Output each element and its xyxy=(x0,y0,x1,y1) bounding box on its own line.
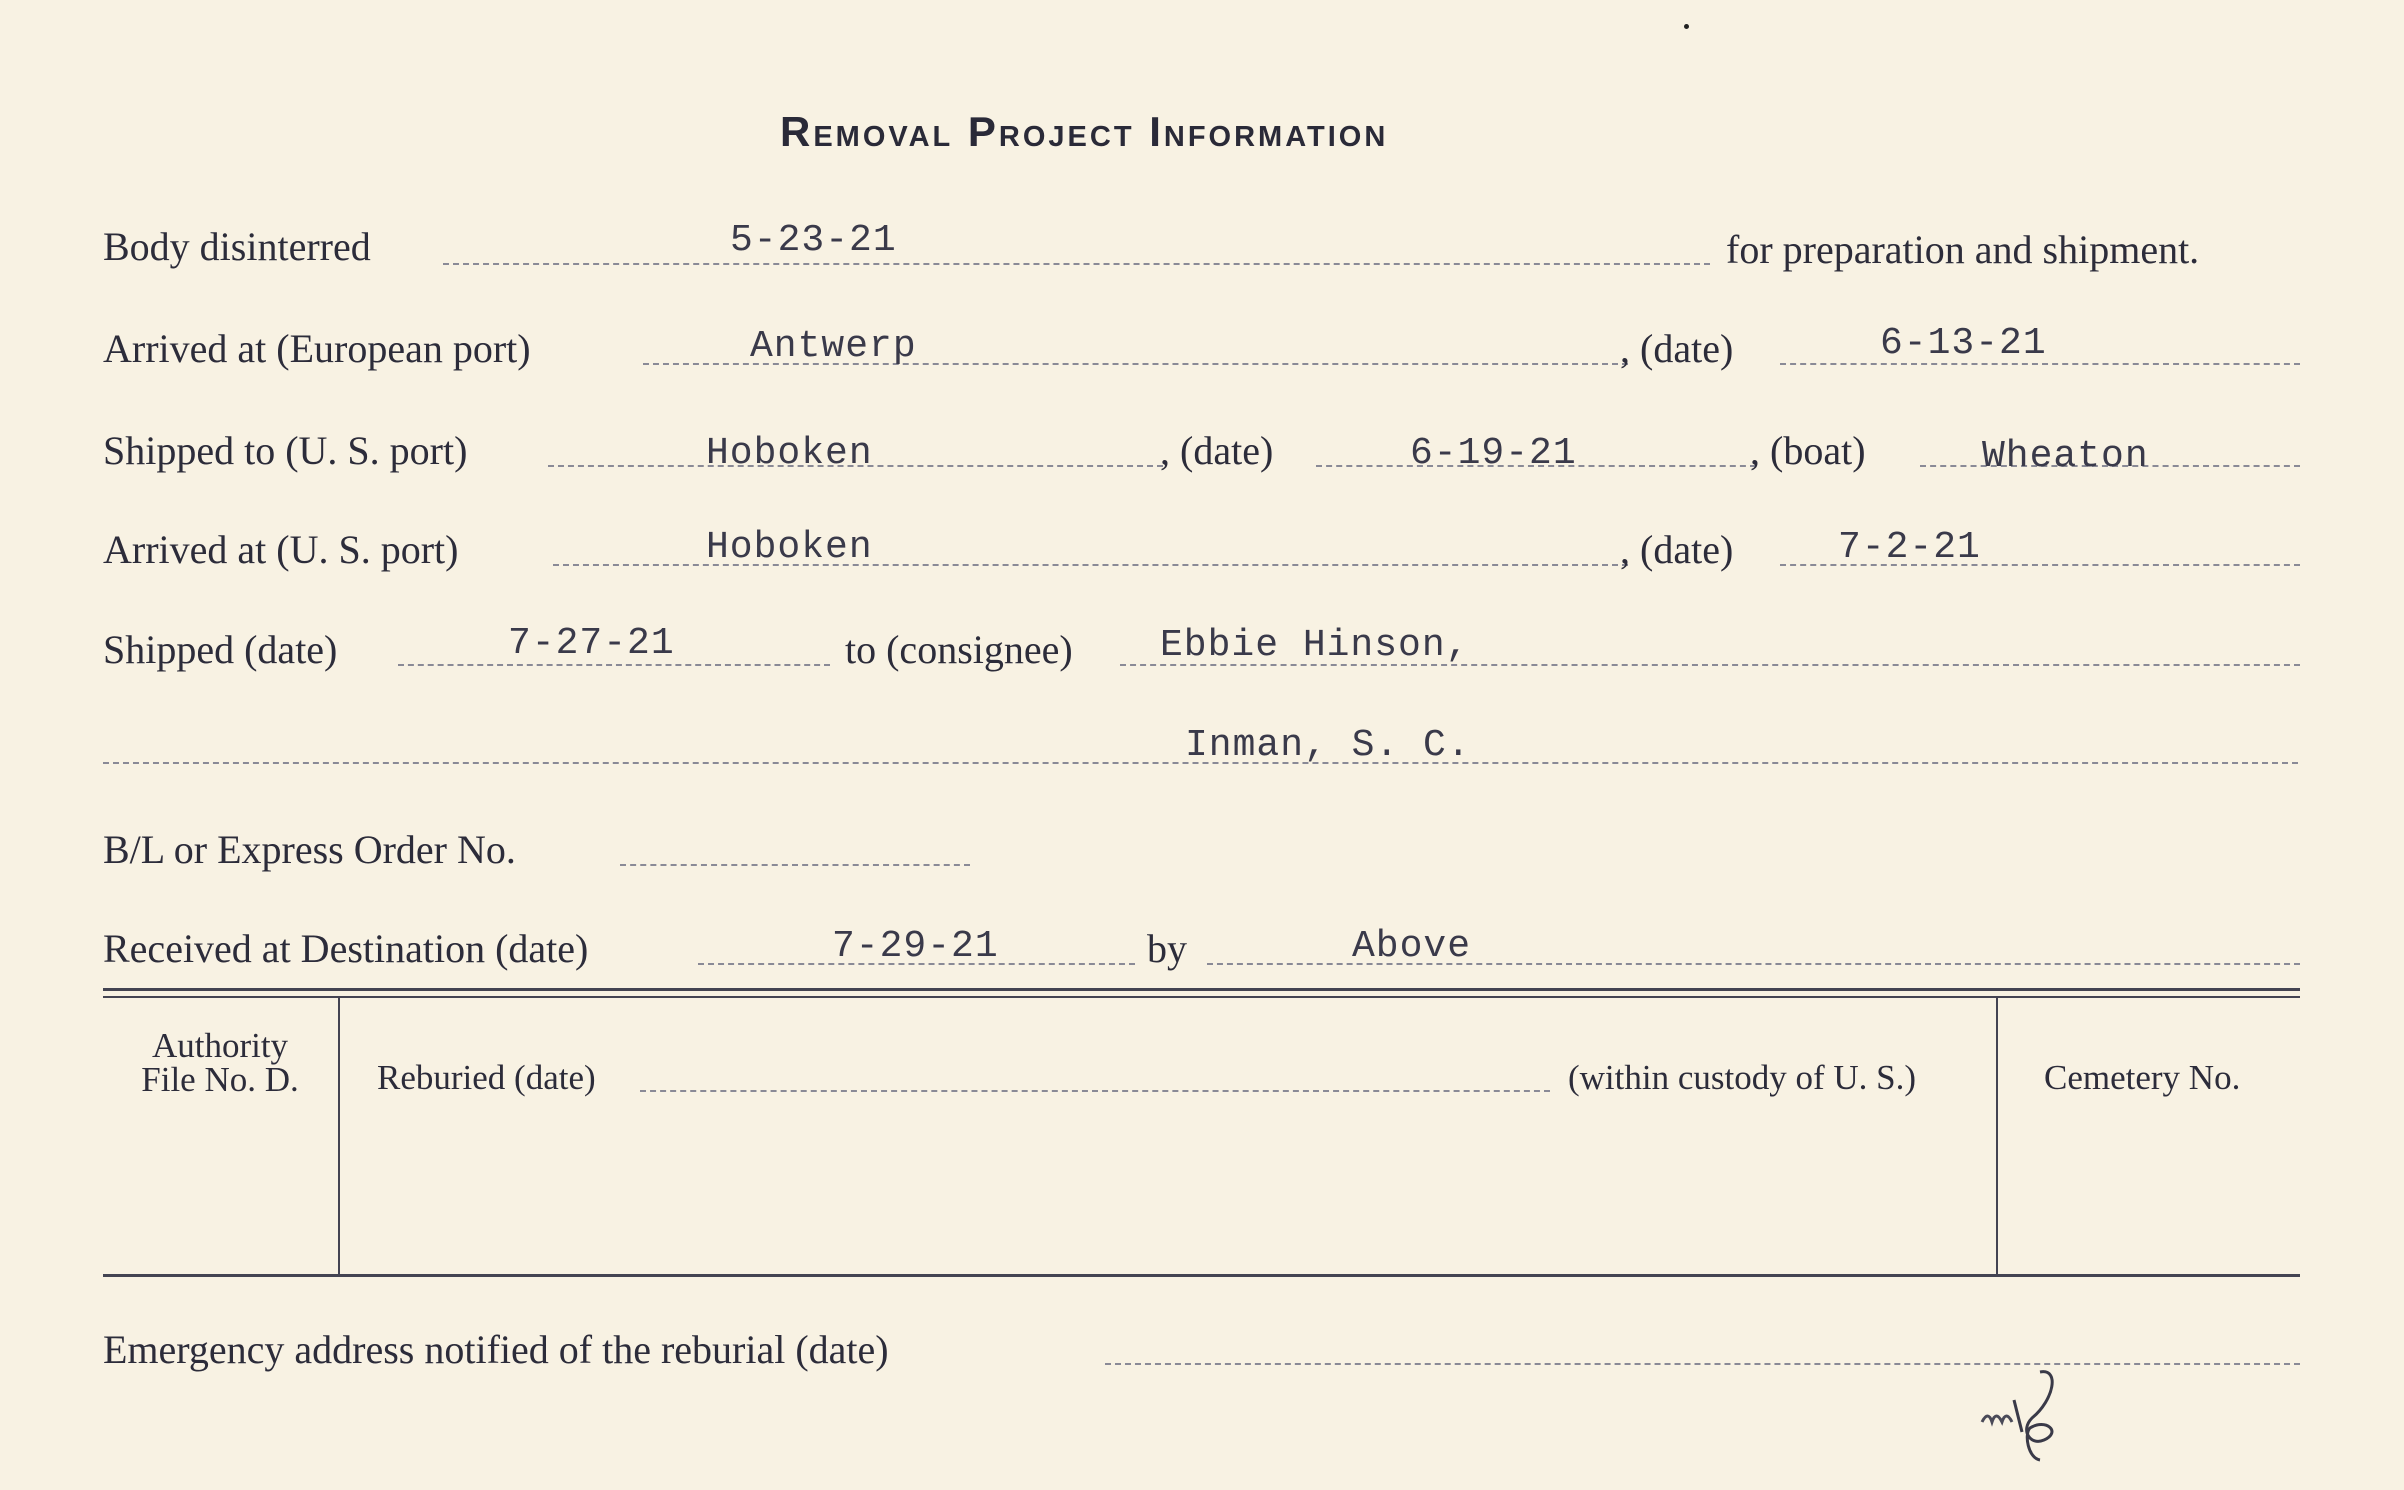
arrived-us-label: Arrived at (U. S. port) xyxy=(103,527,459,572)
consignee-name: Ebbie Hinson, xyxy=(1160,624,1470,667)
shipped-us-date-label: , (date) xyxy=(1160,428,1274,473)
received-date: 7-29-21 xyxy=(832,925,999,968)
shipped-date-label: Shipped (date) xyxy=(103,627,338,672)
body-disinterred-line xyxy=(443,263,1710,265)
emergency-label: Emergency address notified of the reburial (date) xyxy=(103,1327,889,1372)
received-by-label: by xyxy=(1147,926,1187,971)
authority-label-2: File No. D. xyxy=(141,1060,299,1099)
preparation-shipment-text: for preparation and shipment. xyxy=(1726,227,2200,272)
emergency-line xyxy=(1105,1363,2300,1365)
cemetery-label: Cemetery No. xyxy=(2044,1058,2241,1097)
shipped-us-boat: Wheaton xyxy=(1982,435,2149,478)
box-divider-left xyxy=(338,998,340,1274)
speck-dot xyxy=(1684,24,1689,29)
shipped-us-boat-label: , (boat) xyxy=(1750,428,1866,473)
shipped-us-date: 6-19-21 xyxy=(1410,432,1577,475)
body-disinterred-date: 5-23-21 xyxy=(730,219,897,262)
received-label: Received at Destination (date) xyxy=(103,926,589,971)
initials-signature xyxy=(1970,1360,2090,1470)
shipped-us-label: Shipped to (U. S. port) xyxy=(103,428,468,473)
custody-label: (within custody of U. S.) xyxy=(1568,1058,1917,1097)
box-top-rule xyxy=(103,988,2300,991)
received-by: Above xyxy=(1352,925,1472,968)
reburied-line xyxy=(640,1090,1550,1092)
page-title: Removal Project Information xyxy=(780,108,1389,155)
consignee-label: to (consignee) xyxy=(845,627,1073,672)
shipped-us-port: Hoboken xyxy=(706,432,873,475)
arrived-us-date-label: , (date) xyxy=(1620,527,1734,572)
box-bottom-rule xyxy=(103,1274,2300,1277)
reburied-label: Reburied (date) xyxy=(377,1058,596,1097)
consignee-address: Inman, S. C. xyxy=(1185,724,1471,767)
arrived-european-date: 6-13-21 xyxy=(1880,322,2047,365)
arrived-us-date: 7-2-21 xyxy=(1838,526,1981,569)
box-divider-right xyxy=(1996,998,1998,1274)
arrived-us-port: Hoboken xyxy=(706,526,873,569)
box-top-rule-inner xyxy=(103,996,2300,998)
body-disinterred-label: Body disinterred xyxy=(103,224,371,269)
arrived-european-date-label: , (date) xyxy=(1620,326,1734,371)
arrived-european-label: Arrived at (European port) xyxy=(103,326,531,371)
shipped-date: 7-27-21 xyxy=(508,622,675,665)
authority-label-1: Authority xyxy=(151,1026,289,1065)
arrived-european-port: Antwerp xyxy=(750,325,917,368)
bl-order-label: B/L or Express Order No. xyxy=(103,827,516,872)
bl-order-line xyxy=(620,864,970,866)
